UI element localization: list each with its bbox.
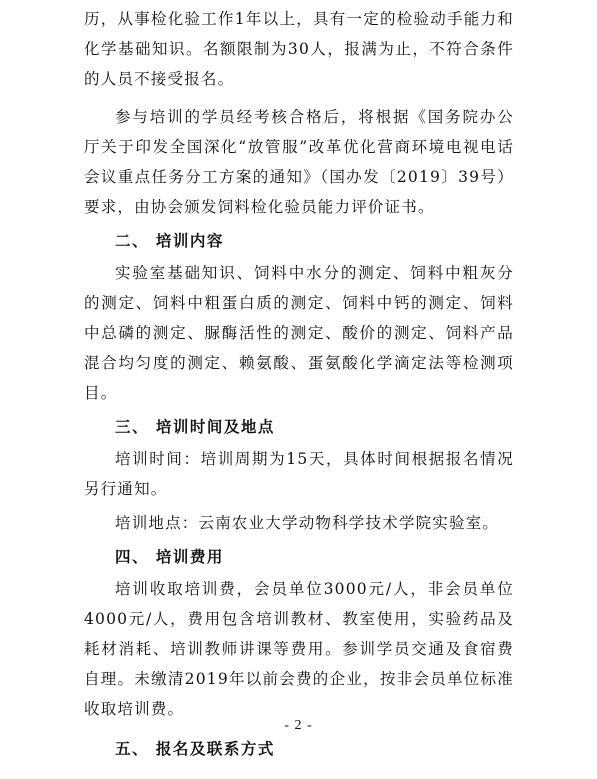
paragraph-training-location: 培训地点：云南农业大学动物科学技术学院实验室。 <box>115 514 500 532</box>
document-body <box>84 4 514 764</box>
section-heading-time-location: 三、 培训时间及地点 <box>115 418 275 436</box>
paragraph-training-content: 实验室基础知识、饲料中水分的测定、饲料中粗灰分的测定、饲料中粗蛋白质的测定、饲料中钙的测定、饲料中总磷的测定、脲酶活性的测定、酸价的测定、饲料产品混合均匀度的测定、赖氨酸、蛋氨酸化学滴定法等检测项目。 <box>84 264 514 402</box>
section-heading-training-fees: 四、 培训费用 <box>115 548 224 566</box>
page-number: - 2 - <box>284 718 313 733</box>
paragraph-certificate: 参与培训的学员经考核合格后，将根据《国务院办公厅关于印发全国深化“放管服”改革优化营商环境电视电话会议重点任务分工方案的通知》（国办发〔2019〕39号）要求，由协会颁发饲料检化验员能力评价证书。 <box>84 108 514 216</box>
paragraph-training-time: 培训时间：培训周期为15天，具体时间根据报名情况另行通知。 <box>84 450 514 498</box>
paragraph-eligibility-continued: 历，从事检化验工作1年以上，具有一定的检验动手能力和化学基础知识。名额限制为30人，报满为止，不符合条件的人员不接受报名。 <box>84 10 514 88</box>
paragraph-training-fees: 培训收取培训费，会员单位3000元/人，非会员单位4000元/人，费用包含培训教材、教室使用，实验药品及耗材消耗、培训教师讲课等费用。参训学员交通及食宿费自理。未缴清2019年以前会费的企业，按非会员单位标准收取培训费。 <box>84 580 514 718</box>
section-heading-registration-contact: 五、 报名及联系方式 <box>115 740 275 758</box>
section-heading-training-content: 二、 培训内容 <box>115 232 224 250</box>
